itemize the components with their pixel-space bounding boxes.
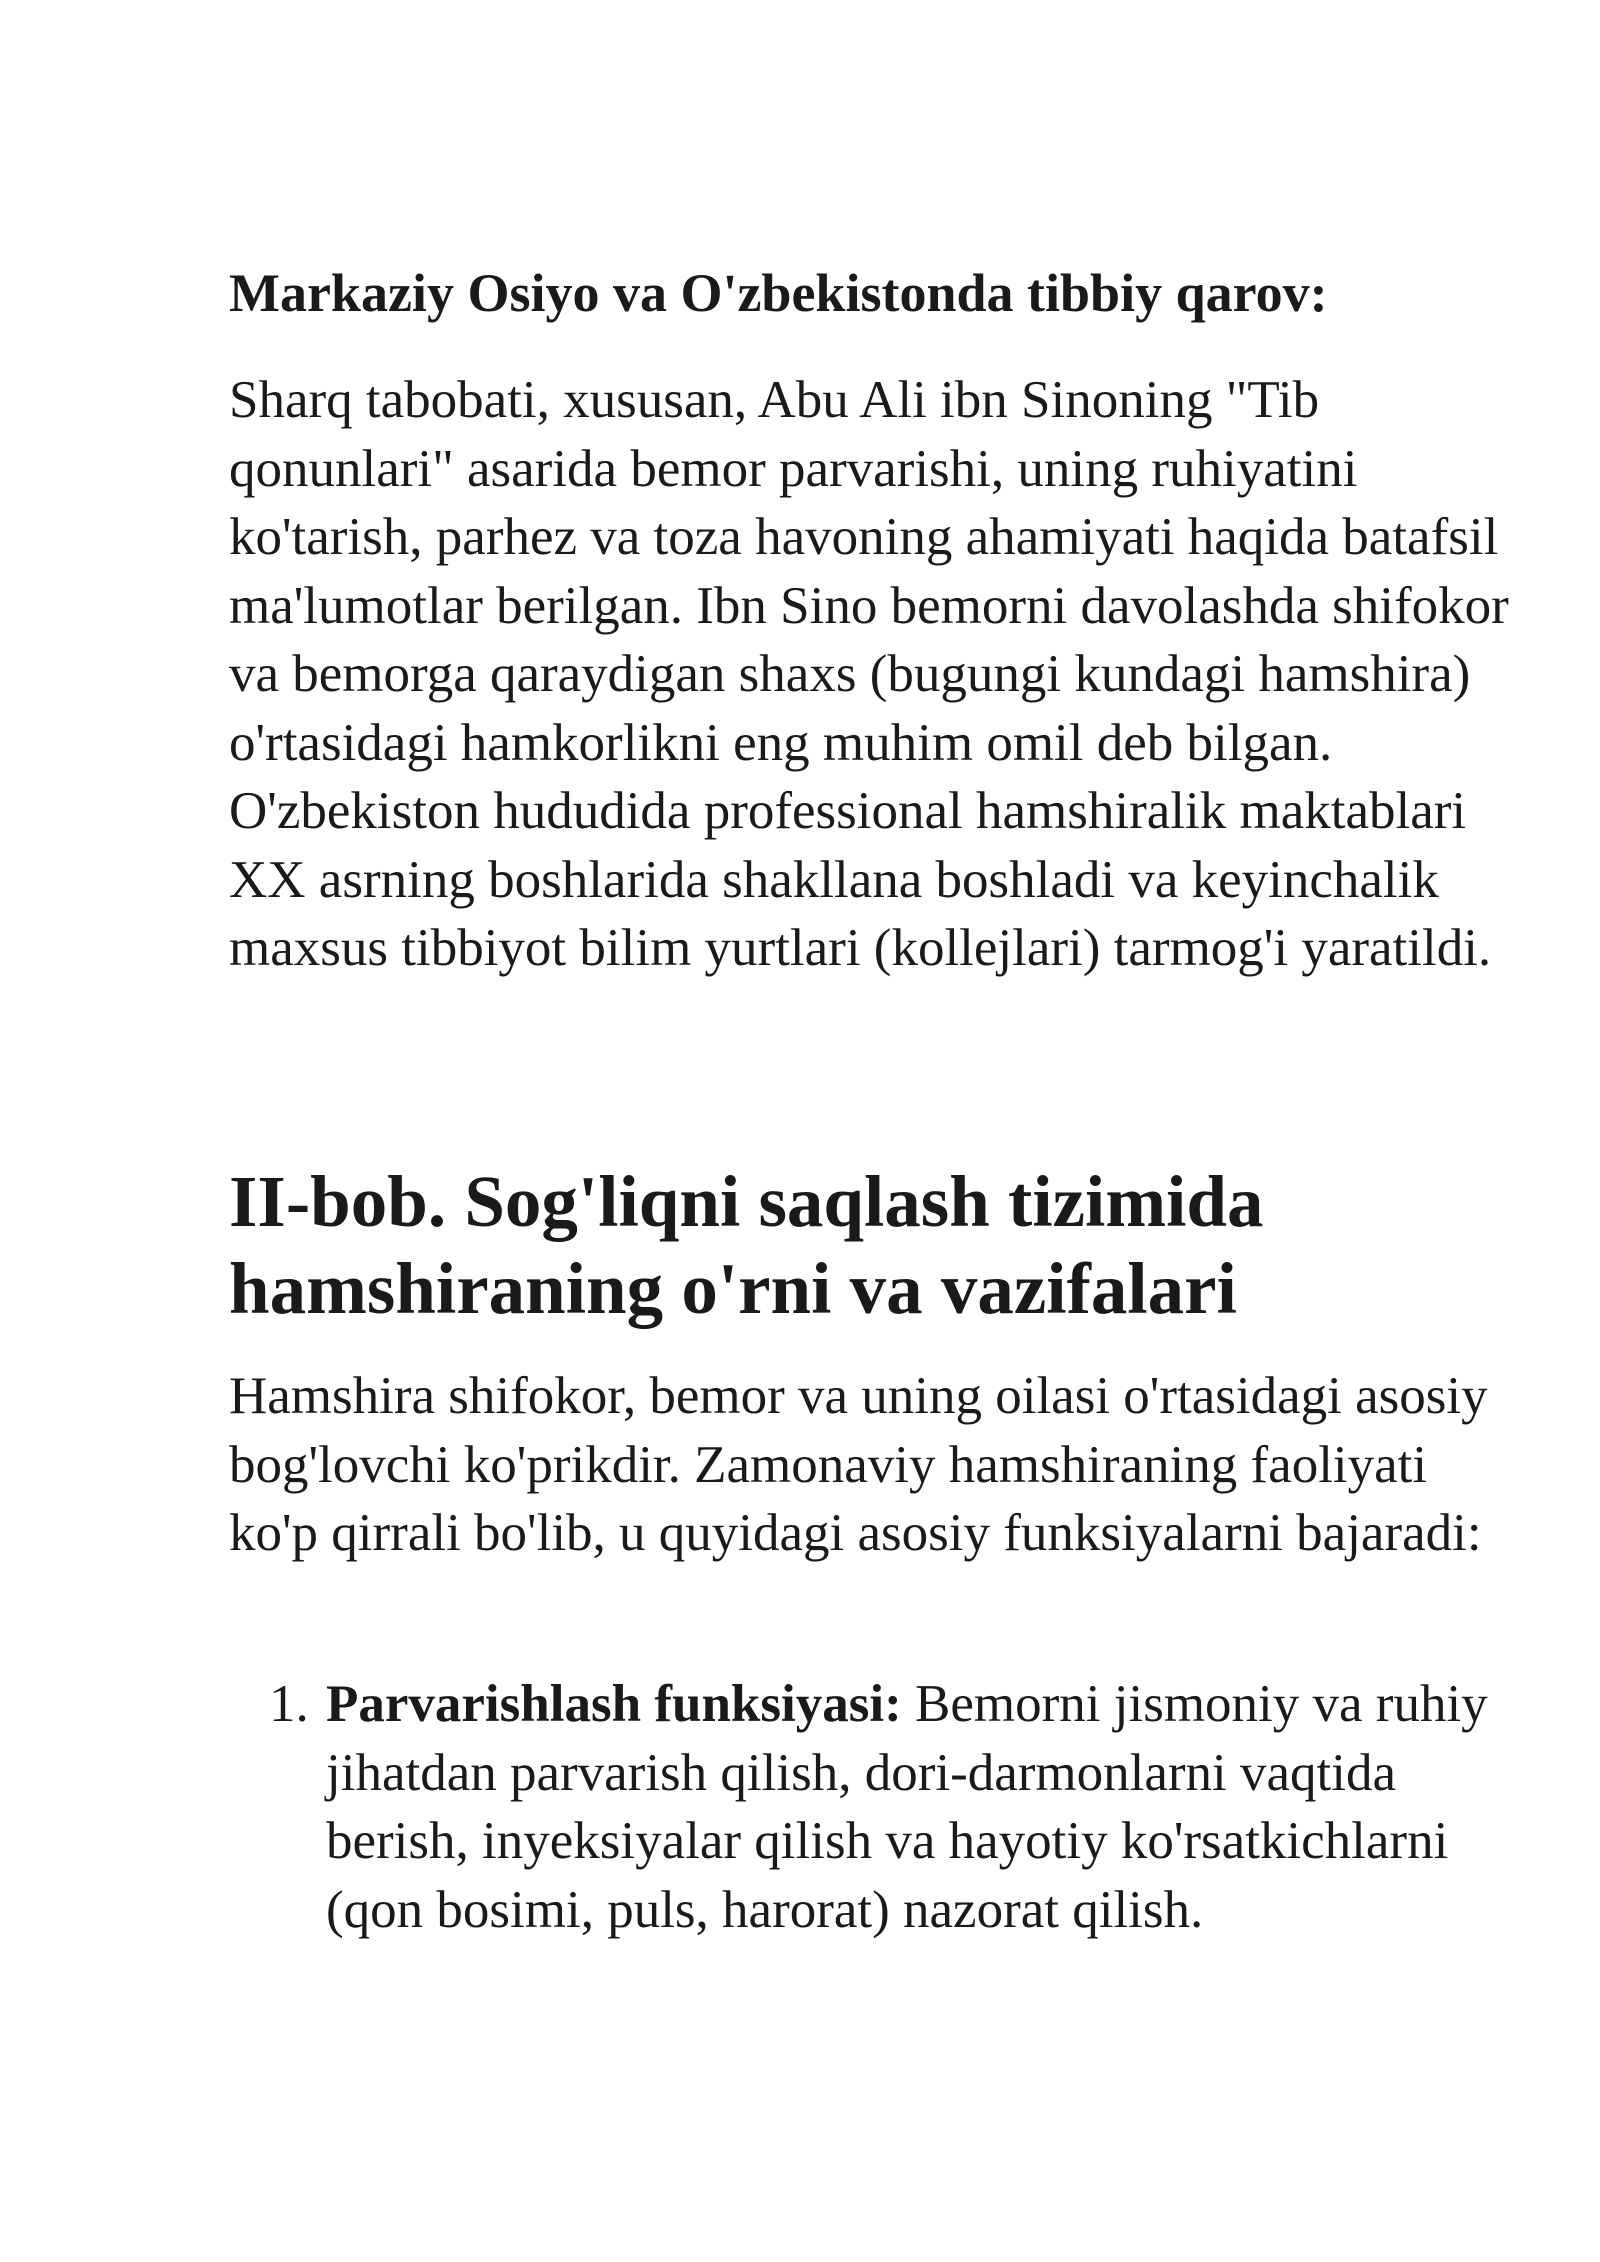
chapter-title: II-bob. Sog'liqni saqlash tizimida hamshiraning o'rni va vazifalari — [229, 1161, 1264, 1329]
list-item — [229, 1670, 1519, 1944]
list-item-number: 1. — [269, 1675, 309, 1733]
list-item-text: Bemorni jismoniy va ruhiy jihatdan parvarish qilish, dori-darmonlarni vaqtida berish, inyeksiyalar qilish va hayotiy ko'rsatkichlarni (qon bosimi, puls, harorat) nazorat qilish. — [326, 1675, 1488, 1939]
list-item-title: Parvarishlash funksiyasi: — [326, 1675, 902, 1733]
section-paragraph: Sharq tabobati, xususan, Abu Ali ibn Sinoning "Tib qonunlari" asarida bemor parvarishi, uning ruhiyatini ko'tarish, parhez va toza havoning ahamiyati haqida batafsil ma'lumotlar berilgan. Ibn Sino bemorni davolashda shifokor va bemorga qaraydigan shaxs (bugungi kundagi hamshira) o'rtasidagi hamkorlikni eng muhim omil deb bilgan. O'zbekiston hududida professional hamshiralik maktablari XX asrning boshlarida shakllana boshladi va keyinchalik maxsus tibbiyot bilim yurtlari (kollejlari) tarmog'i yaratildi. — [229, 371, 1509, 977]
chapter-intro-paragraph: Hamshira shifokor, bemor va uning oilasi o'rtasidagi asosiy bog'lovchi ko'prikdir. Zamonaviy hamshiraning faoliyati ko'p qirrali bo'lib, u quyidagi asosiy funksiyalarni bajaradi: — [229, 1367, 1488, 1562]
section-heading: Markaziy Osiyo va O'zbekistonda tibbiy qarov: — [229, 263, 1328, 323]
functions-list — [229, 1670, 1519, 1944]
